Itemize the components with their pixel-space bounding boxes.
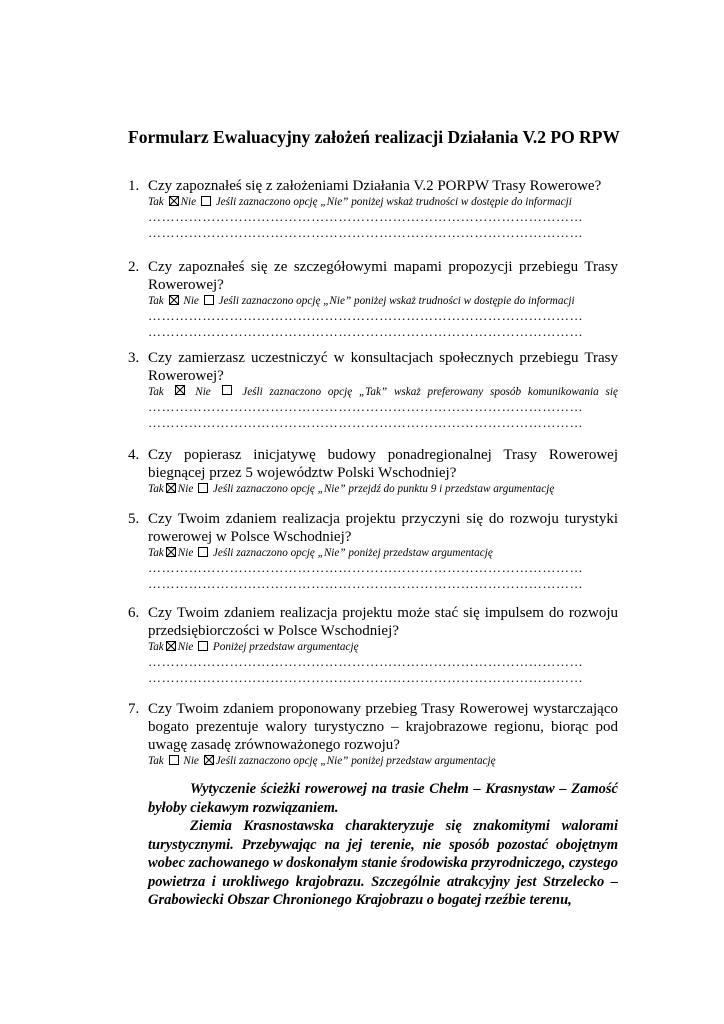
answer-options: [148, 482, 618, 496]
yes-label: Tak: [148, 196, 164, 208]
yes-label: Tak: [148, 483, 164, 495]
yes-checkbox-checked[interactable]: [166, 483, 176, 493]
no-checkbox[interactable]: [204, 295, 214, 305]
answer-dotted-line[interactable]: ……………………………………………………………………………………: [148, 225, 584, 240]
no-checkbox[interactable]: [198, 547, 208, 557]
page-title: Formularz Ewaluacyjny założeń realizacji Działania V.2 PO RPW: [128, 127, 620, 147]
yes-checkbox-checked[interactable]: [169, 196, 179, 206]
no-checkbox[interactable]: [198, 483, 208, 493]
no-checkbox[interactable]: [198, 641, 208, 651]
answer-note: Jeśli zaznaczono opcję „Nie” poniżej przedstaw argumentację: [215, 755, 496, 767]
question-1: [128, 177, 618, 241]
question-7: [128, 700, 618, 768]
question-6: [128, 604, 618, 686]
answer-dotted-line[interactable]: ……………………………………………………………………………………: [148, 308, 584, 323]
answer-options: [148, 195, 618, 209]
answer-dotted-line[interactable]: ……………………………………………………………………………………: [148, 415, 584, 430]
answer-paragraph-1: Wytyczenie ścieżki rowerowej na trasie Chełm – Krasnystaw – Zamość byłoby ciekawym rozwiązaniem.: [148, 781, 618, 816]
question-text: Czy zapoznałeś się z założeniami Działania V.2 PORPW Trasy Rowerowe?: [148, 178, 602, 194]
answer-options: [148, 640, 618, 654]
yes-checkbox-checked[interactable]: [166, 641, 176, 651]
no-label: Nie: [177, 483, 194, 495]
question-5: [128, 510, 618, 592]
no-label: Nie: [177, 641, 194, 653]
no-label: Nie: [183, 295, 199, 307]
question-text: Czy zamierzasz uczestniczyć w konsultacjach społecznych przebiegu Trasy Rowerowej?: [148, 350, 618, 384]
no-label: Nie: [195, 386, 211, 398]
no-label: Nie: [177, 547, 194, 559]
question-text: Czy zapoznałeś się ze szczegółowymi mapami propozycji przebiegu Trasy Rowerowej?: [148, 259, 618, 293]
no-checkbox-checked[interactable]: [204, 755, 214, 765]
question-number: 5.: [128, 511, 140, 527]
answer-dotted-line[interactable]: ……………………………………………………………………………………: [148, 399, 584, 414]
question-3: [128, 349, 618, 431]
answer-note: Jeśli zaznaczono opcję „Nie” poniżej wskaż trudności w dostępie do informacji: [218, 295, 575, 307]
answer-text: [148, 780, 618, 910]
answer-dotted-line[interactable]: ……………………………………………………………………………………: [148, 560, 584, 575]
question-number: 1.: [128, 178, 140, 194]
answer-note: Jeśli zaznaczono opcję „Tak” wskaż preferowany sposób komunikowania się: [242, 386, 618, 398]
question-number: 6.: [128, 605, 140, 621]
no-label: Nie: [183, 755, 199, 767]
question-number: 7.: [128, 701, 140, 717]
answer-dotted-line[interactable]: ……………………………………………………………………………………: [148, 324, 584, 339]
question-4: [128, 446, 618, 496]
answer-options: [148, 546, 618, 560]
yes-label: Tak: [148, 755, 164, 767]
yes-checkbox-checked[interactable]: [166, 547, 176, 557]
yes-checkbox-checked[interactable]: [169, 295, 179, 305]
answer-options: [148, 385, 618, 399]
question-2: [128, 258, 618, 340]
answer-note: Jeśli zaznaczono opcję „Nie” poniżej wskaż trudności w dostępie do informacji: [215, 196, 572, 208]
question-text: Czy Twoim zdaniem realizacja projektu przyczyni się do rozwoju turystyki rowerowej w Polsce Wschodniej?: [148, 511, 618, 545]
yes-label: Tak: [148, 295, 164, 307]
question-text: Czy Twoim zdaniem proponowany przebieg Trasy Rowerowej wystarczająco bogato prezentuje walory turystyczno – krajobrazowe regionu, biorąc pod uwagę zasadę zrównoważonego rozwoju?: [148, 701, 618, 753]
yes-checkbox[interactable]: [169, 755, 179, 765]
answer-note: Jeśli zaznaczono opcję „Nie” poniżej przedstaw argumentację: [212, 547, 493, 559]
answer-note: Poniżej przedstaw argumentację: [212, 641, 359, 653]
yes-label: Tak: [148, 641, 164, 653]
yes-checkbox-checked[interactable]: [175, 385, 185, 395]
question-number: 4.: [128, 447, 140, 463]
question-text: Czy popierasz inicjatywę budowy ponadregionalnej Trasy Rowerowej biegnącej przez 5 województw Polski Wschodniej?: [148, 447, 618, 481]
question-number: 2.: [128, 259, 140, 275]
yes-label: Tak: [148, 547, 164, 559]
answer-dotted-line[interactable]: ……………………………………………………………………………………: [148, 670, 584, 685]
answer-dotted-line[interactable]: ……………………………………………………………………………………: [148, 576, 584, 591]
question-text: Czy Twoim zdaniem realizacja projektu może stać się impulsem do rozwoju przedsiębiorczości w Polsce Wschodniej?: [148, 605, 618, 639]
answer-options: [148, 754, 618, 768]
answer-dotted-line[interactable]: ……………………………………………………………………………………: [148, 654, 584, 669]
answer-note: Jeśli zaznaczono opcję „Nie” przejdź do punktu 9 i przedstaw argumentację: [212, 483, 555, 495]
no-checkbox[interactable]: [222, 385, 232, 395]
no-label: Nie: [180, 196, 197, 208]
yes-label: Tak: [148, 386, 164, 398]
answer-options: [148, 294, 618, 308]
answer-paragraph-2: Ziemia Krasnostawska charakteryzuje się znakomitymi walorami turystycznymi. Przebywając na jej terenie, nie sposób pozostać obojętnym wobec zachowanego w doskonałym stanie środowiska przyrodniczego, czystego powietrza i urokliwego krajobrazu. Szczególnie atrakcyjny jest Strzelecko – Grabowiecki Obszar Chronionego Krajobrazu o bogatej rzeźbie terenu,: [148, 818, 618, 908]
answer-dotted-line[interactable]: ……………………………………………………………………………………: [148, 209, 584, 224]
question-number: 3.: [128, 350, 140, 366]
no-checkbox[interactable]: [201, 196, 211, 206]
